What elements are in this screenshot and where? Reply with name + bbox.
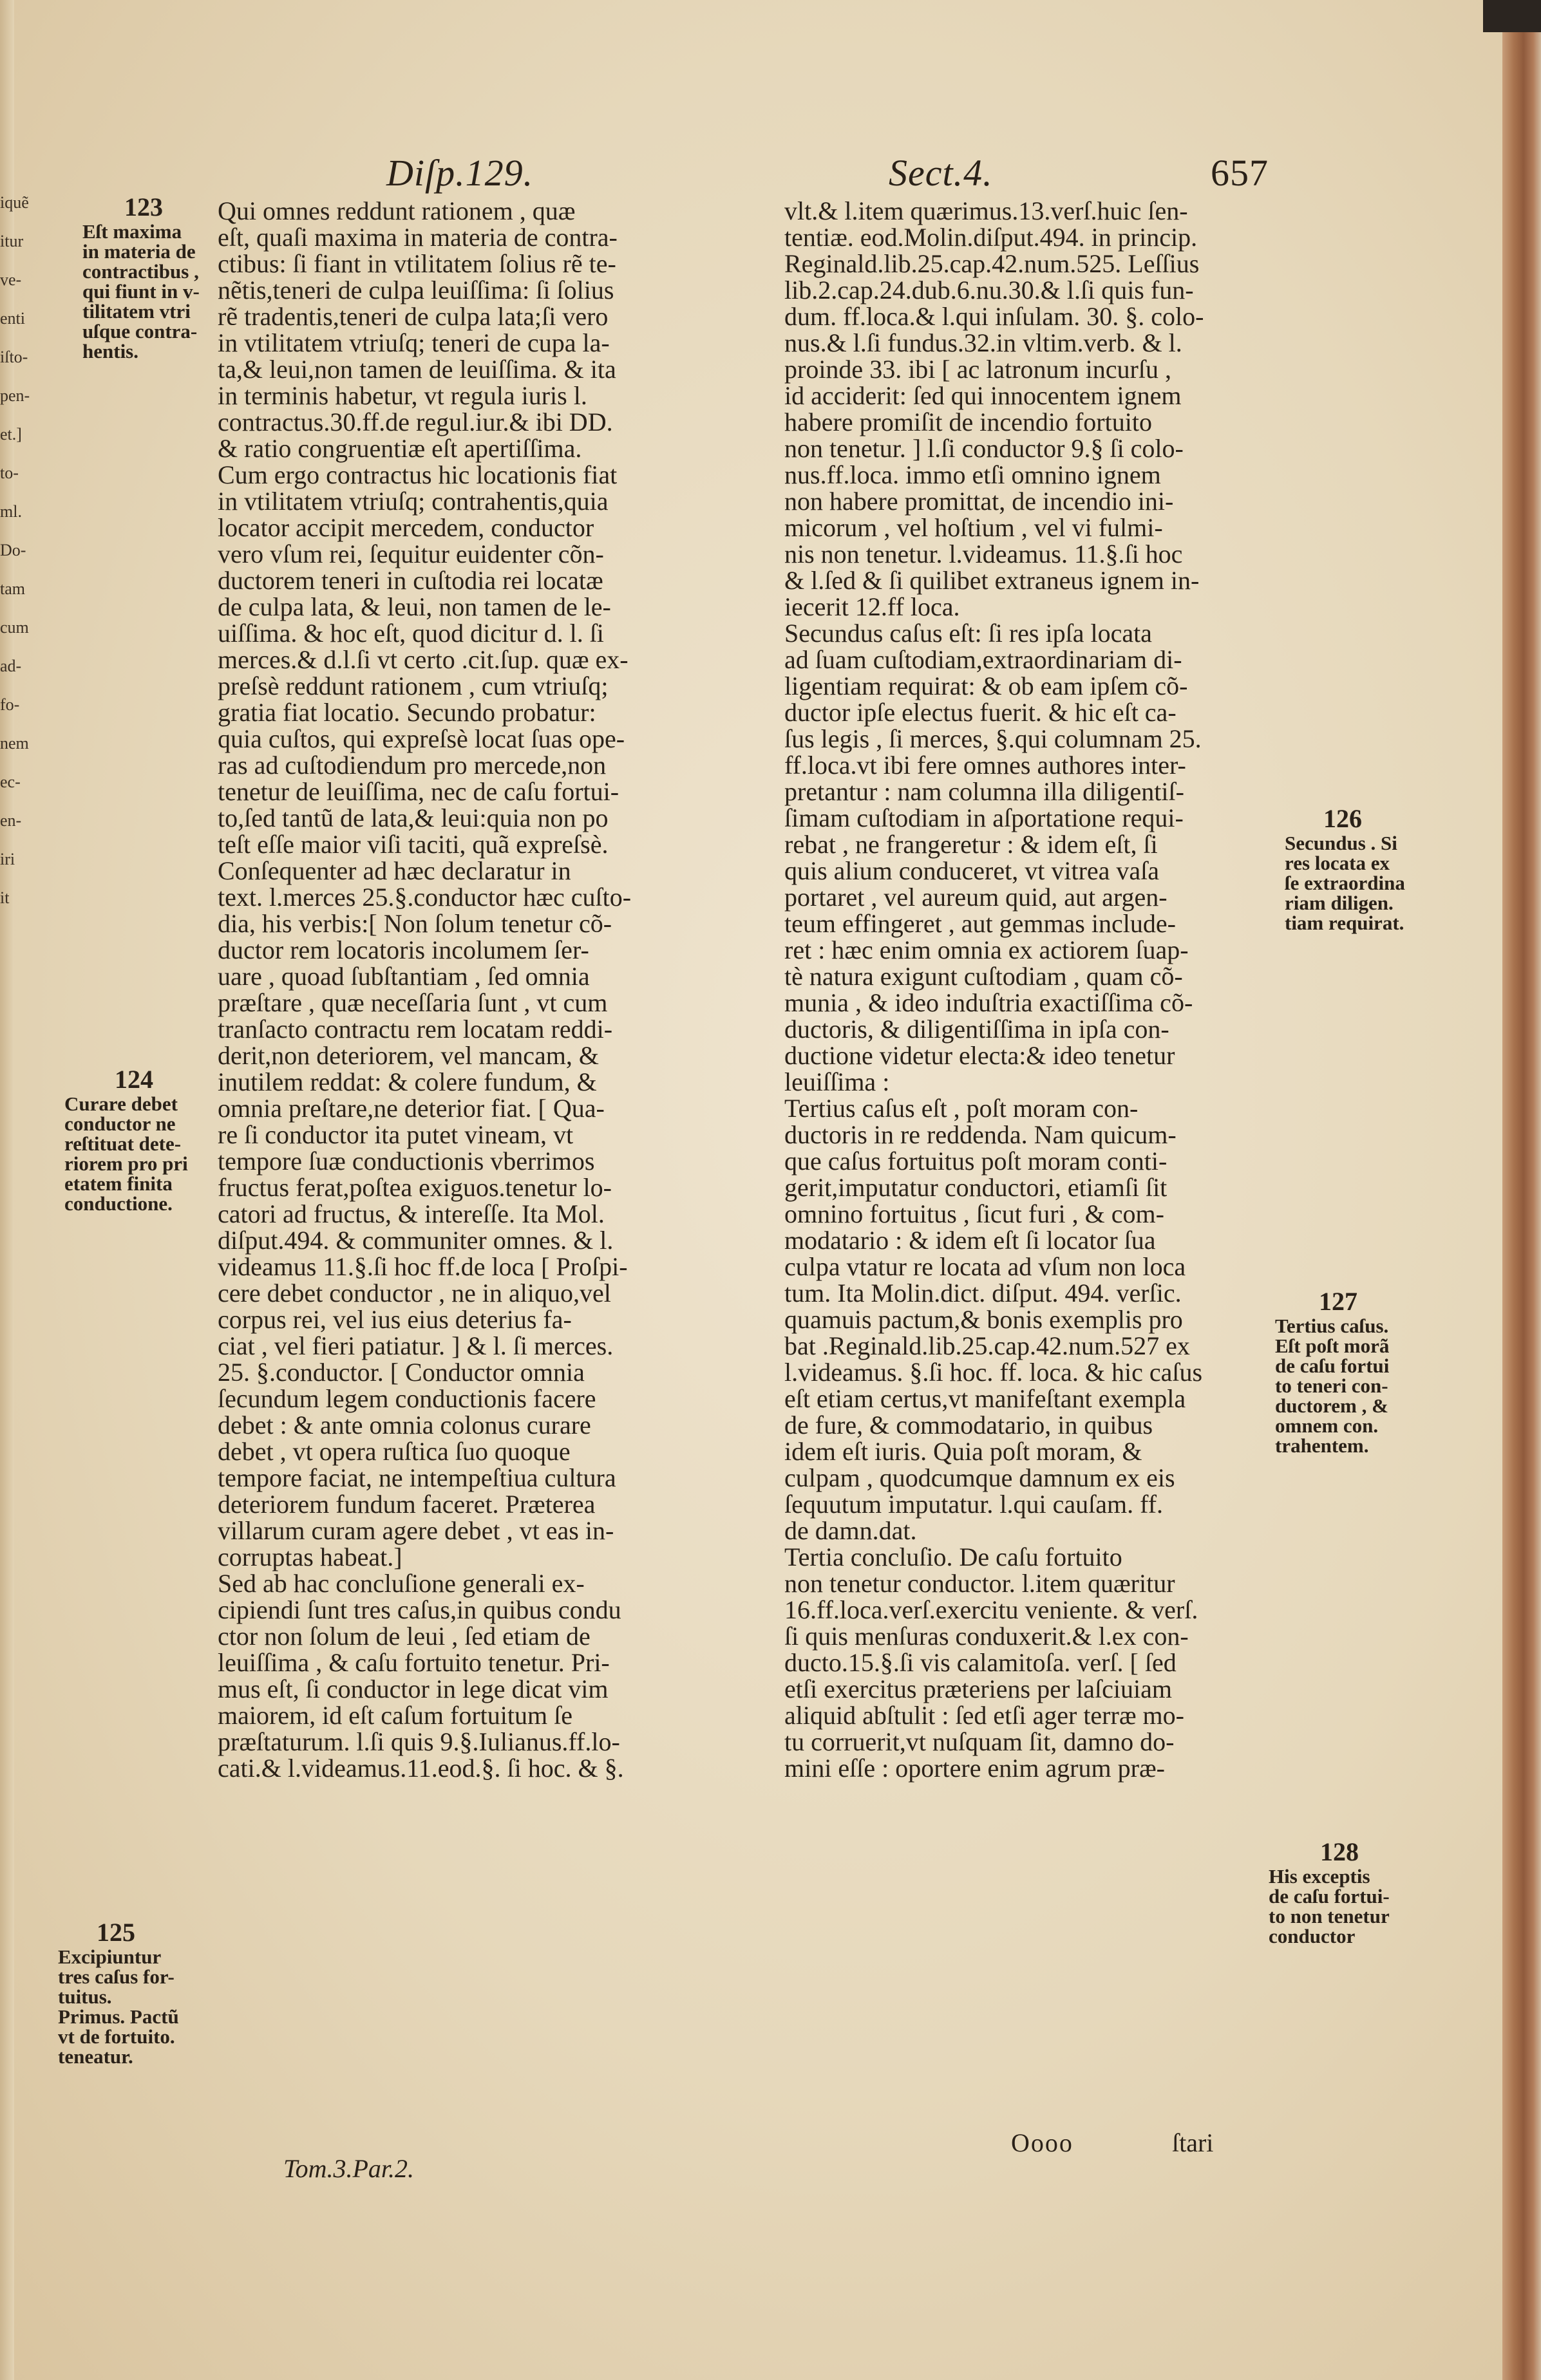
margin-note-line: Curare debet xyxy=(64,1092,178,1115)
text-line: lib.2.cap.24.dub.6.nu.30.& l.ſi quis fun- xyxy=(784,276,1194,305)
text-line: vero vſum rei, ſequitur euidenter cõn- xyxy=(218,539,604,568)
text-line: micorum , vel hoſtium , vel vi fulmi- xyxy=(784,513,1163,542)
text-line: cere debet conductor , ne in aliquo,vel xyxy=(218,1279,611,1307)
text-line: ductor ipſe electus fuerit. & hic eſt ca- xyxy=(784,698,1177,727)
text-line: ta,& leui,non tamen de leuiſſima. & ita xyxy=(218,355,616,384)
text-line: nẽtis,teneri de culpa leuiſſima: ſi ſolius xyxy=(218,276,614,305)
text-line: etſi exercitus præteriens per laſciuiam xyxy=(784,1674,1172,1703)
margin-note-number: 127 xyxy=(1319,1287,1357,1316)
text-line: 25. §.conductor. [ Conductor omnia xyxy=(218,1358,585,1387)
margin-note-line: conductor xyxy=(1269,1925,1356,1947)
text-line: ad ſuam cuſtodiam,extraordinariam di- xyxy=(784,645,1182,674)
previous-page-fragment: enti xyxy=(0,309,25,328)
margin-note-line: riam diligen. xyxy=(1285,892,1394,914)
margin-note-line: reſtituat dete- xyxy=(64,1132,182,1155)
text-line: ſi quis menſuras conduxerit.& l.ex con- xyxy=(784,1622,1189,1651)
text-line: tranſacto contractu rem locatam reddi- xyxy=(218,1015,613,1044)
text-line: ductione videtur electa:& ideo tenetur xyxy=(784,1041,1175,1070)
text-line: debet , vt opera ruſtica ſuo quoque xyxy=(218,1437,571,1466)
text-line: corpus rei, vel ius eius deterius fa- xyxy=(218,1305,572,1334)
margin-note-line: to non tenetur xyxy=(1269,1905,1390,1927)
text-line: debet : & ante omnia colonus curare xyxy=(218,1410,591,1439)
margin-note-line: His exceptis xyxy=(1269,1865,1370,1888)
margin-note-line: etatem finita xyxy=(64,1172,173,1195)
text-line: Cum ergo contractus hic locationis fiat xyxy=(218,460,618,489)
text-line: tè natura exigunt cuſtodiam , quam cõ- xyxy=(784,962,1183,991)
text-line: mini eſſe : oportere enim agrum præ- xyxy=(784,1754,1165,1783)
text-line: ductoris in re reddenda. Nam quicum- xyxy=(784,1120,1177,1149)
text-line: gratia fiat locatio. Secundo probatur: xyxy=(218,698,596,727)
margin-note-line: conductione. xyxy=(64,1192,173,1215)
margin-note-line: tiam requirat. xyxy=(1285,912,1404,934)
text-line: in vtilitatem vtriuſq; teneri de cupa la- xyxy=(218,328,610,357)
text-line: mus eſt, ſi conductor in lege dicat vim xyxy=(218,1674,609,1703)
text-line: maiorem, id eſt caſum fortuitum ſe xyxy=(218,1701,572,1730)
text-line: gerit,imputatur conductori, etiamſi ſit xyxy=(784,1173,1168,1202)
previous-page-fragment: cum xyxy=(0,618,29,637)
text-line: de fure, & commodatario, in quibus xyxy=(784,1410,1153,1439)
margin-note-124 xyxy=(64,1065,188,1213)
text-line: Conſequenter ad hæc declaratur in xyxy=(218,856,571,885)
margin-note-126 xyxy=(1285,805,1405,933)
margin-note-line: ductorem , & xyxy=(1275,1394,1388,1417)
text-line: non tenetur. ] l.ſi conductor 9.§ ſi colo- xyxy=(784,434,1184,463)
signature-mark: Oooo xyxy=(1011,2128,1073,2157)
text-line: & l.ſed & ſi quilibet extraneus ignem in- xyxy=(784,566,1200,595)
margin-note-number: 128 xyxy=(1320,1837,1359,1866)
previous-page-fragment: en- xyxy=(0,811,22,830)
margin-note-line: vt de fortuito. xyxy=(58,2025,175,2048)
text-line: quia cuſtos, qui expreſsè locat ſuas ope- xyxy=(218,724,625,753)
text-line: leuiſſima : xyxy=(784,1067,890,1096)
text-line: cati.& l.videamus.11.eod.§. ſi hoc. & §. xyxy=(218,1754,624,1783)
text-line: Sed ab hac concluſione generali ex- xyxy=(218,1569,585,1598)
text-line: bat .Reginald.lib.25.cap.42.num.527 ex xyxy=(784,1331,1190,1360)
text-line: uare , quoad ſubſtantiam , ſed omnia xyxy=(218,962,590,991)
margin-note-line: Tertius caſus. xyxy=(1275,1315,1389,1337)
text-line: tempore faciat, ne intempeſtiua cultura xyxy=(218,1463,616,1492)
margin-note-line: Eſt maxima xyxy=(82,220,182,243)
previous-page-fragment: iri xyxy=(0,850,15,868)
previous-page-fragment: et.] xyxy=(0,425,22,444)
text-line: non habere promittat, de incendio ini- xyxy=(784,487,1174,516)
text-line: rẽ tradentis,teneri de culpa lata;ſi vero xyxy=(218,302,609,331)
previous-page-fragment: Do- xyxy=(0,541,26,559)
margin-note-line: de caſu fortui xyxy=(1275,1354,1390,1377)
text-line: id acciderit: ſed qui innocentem ignem xyxy=(784,381,1182,410)
text-line: culpam , quodcumque damnum ex eis xyxy=(784,1463,1175,1492)
previous-page-fragment: fo- xyxy=(0,695,20,714)
text-line: non tenetur conductor. l.item quæritur xyxy=(784,1569,1175,1598)
text-line: tentiæ. eod.Molin.diſput.494. in princip. xyxy=(784,223,1198,252)
margin-note-number: 123 xyxy=(124,192,163,221)
background-corner xyxy=(1483,0,1541,32)
margin-note-line: Eſt poſt morã xyxy=(1275,1335,1390,1357)
text-line: preſsè reddunt rationem , cum vtriuſq; xyxy=(218,671,609,700)
margin-note-line: in materia de xyxy=(82,240,196,263)
text-line: derit,non deteriorem, vel mancam, & xyxy=(218,1041,600,1070)
text-line: præſtare , quæ neceſſaria ſunt , vt cum xyxy=(218,988,608,1017)
text-line: quis alium conduceret, vt vitrea vaſa xyxy=(784,856,1160,885)
margin-note-line: ſe extraordina xyxy=(1285,872,1405,894)
text-line: tenetur de leuiſſima, nec de caſu fortui- xyxy=(218,777,619,806)
margin-note-line: Primus. Pactũ xyxy=(58,2005,179,2028)
margin-note-number: 125 xyxy=(97,1918,135,1947)
margin-note-line: Excipiuntur xyxy=(58,1945,162,1968)
margin-note-line: conductor ne xyxy=(64,1112,176,1135)
text-line: ſecundum legem conductionis facere xyxy=(218,1384,596,1413)
text-line: text. l.merces 25.§.conductor hæc cuſto- xyxy=(218,883,632,912)
text-line: to,ſed tantũ de lata,& leui:quia non po xyxy=(218,803,609,832)
text-line: uiſſima. & hoc eſt, quod dicitur d. l. ſi xyxy=(218,619,604,648)
text-line: proinde 33. ibi [ ac latronum incurſu , xyxy=(784,355,1171,384)
text-line: Tertia concluſio. De caſu fortuito xyxy=(784,1542,1122,1571)
text-line: ff.loca.vt ibi fere omnes authores inter- xyxy=(784,751,1186,780)
text-line: modatario : & idem eſt ſi locator ſua xyxy=(784,1226,1156,1255)
running-head-disputation: Diſp.129. xyxy=(386,152,534,194)
text-line: contractus.30.ff.de regul.iur.& ibi DD. xyxy=(218,408,613,436)
text-line: quamuis pactum,& bonis exemplis pro xyxy=(784,1305,1183,1334)
text-line: omnino fortuitus , ſicut furi , & com- xyxy=(784,1199,1164,1228)
text-line: tu corruerit,vt nuſquam ſit, damno do- xyxy=(784,1727,1175,1756)
page-number: 657 xyxy=(1211,152,1269,194)
text-line: omnia preſtare,ne deterior fiat. [ Qua- xyxy=(218,1094,605,1123)
text-line: ctor non ſolum de leui , ſed etiam de xyxy=(218,1622,591,1651)
text-line: teum effingeret , aut gemmas include- xyxy=(784,909,1176,938)
text-line: ras ad cuſtodiendum pro mercede,non xyxy=(218,751,607,780)
text-line: deteriorem fundum faceret. Præterea xyxy=(218,1490,596,1519)
text-line: ſequutum imputatur. l.qui cauſam. ff. xyxy=(784,1490,1164,1519)
previous-page-fragment: ml. xyxy=(0,502,22,521)
text-line: idem eſt iuris. Quia poſt moram, & xyxy=(784,1437,1142,1466)
text-line: inutilem reddat: & colere fundum, & xyxy=(218,1067,597,1096)
text-line: & ratio congruentiæ eſt apertiſſima. xyxy=(218,434,582,463)
text-line: Reginald.lib.25.cap.42.num.525. Leſſius xyxy=(784,249,1200,278)
text-line: que caſus fortuitus poſt moram conti- xyxy=(784,1147,1168,1176)
text-line: habere promiſit de incendio fortuito xyxy=(784,408,1152,436)
margin-note-line: riorem pro pri xyxy=(64,1152,188,1175)
text-line: in terminis habetur, vt regula iuris l. xyxy=(218,381,587,410)
text-line: re ſi conductor ita putet vineam, vt xyxy=(218,1120,574,1149)
catchword: ſtari xyxy=(1172,2128,1214,2157)
text-line: ductor rem locatoris incolumem ſer- xyxy=(218,935,589,964)
running-head-section: Sect.4. xyxy=(889,152,993,194)
previous-page-edge xyxy=(0,0,30,2380)
text-line: tempore ſuæ conductionis vberrimos xyxy=(218,1147,595,1176)
previous-page-fragment: tam xyxy=(0,579,25,598)
text-line: leuiſſima , & caſu fortuito tenetur. Pri- xyxy=(218,1648,610,1677)
margin-note-line: tuitus. xyxy=(58,1985,112,2008)
text-line: de damn.dat. xyxy=(784,1516,917,1545)
text-line: teſt eſſe maior viſi taciti, quã expreſsè. xyxy=(218,830,609,859)
text-line: diſput.494. & communiter omnes. & l. xyxy=(218,1226,614,1255)
text-line: ductorem teneri in cuſtodia rei locatæ xyxy=(218,566,603,595)
volume-footer: Tom.3.Par.2. xyxy=(283,2154,415,2183)
text-line: villarum curam agere debet , vt eas in- xyxy=(218,1516,614,1545)
margin-note-125 xyxy=(58,1918,179,2066)
text-line: ducto.15.§.ſi vis calamitoſa. verſ. [ ſed xyxy=(784,1648,1177,1677)
previous-page-fragment: pen- xyxy=(0,386,30,405)
text-line: Tertius caſus eſt , poſt moram con- xyxy=(784,1094,1139,1123)
text-line: ret : hæc enim omnia ex actiorem ſuap- xyxy=(784,935,1189,964)
previous-page-fragment: ad- xyxy=(0,657,22,675)
margin-note-line: de caſu fortui- xyxy=(1269,1885,1390,1907)
margin-note-128 xyxy=(1269,1838,1390,1946)
margin-note-line: tres caſus for- xyxy=(58,1965,175,1988)
text-line: de culpa lata, & leui, non tamen de le- xyxy=(218,592,611,621)
previous-page-fragment: ec- xyxy=(0,773,21,791)
text-line: tum. Ita Molin.dict. diſput. 494. verſic. xyxy=(784,1279,1182,1307)
margin-note-line: trahentem. xyxy=(1275,1434,1369,1457)
text-line: nus.& l.ſi fundus.32.in vltim.verb. & l. xyxy=(784,328,1182,357)
text-line: dia, his verbis:[ Non ſolum tenetur cõ- xyxy=(218,909,612,938)
text-line: culpa vtatur re locata ad vſum non loca xyxy=(784,1252,1186,1281)
margin-note-line: Secundus . Si xyxy=(1285,832,1397,854)
previous-page-fragment: it xyxy=(0,888,10,907)
margin-note-number: 124 xyxy=(115,1065,153,1094)
text-column-right xyxy=(784,198,1274,1781)
text-line: merces.& d.l.ſi vt certo .cit.ſup. quæ ex- xyxy=(218,645,629,674)
text-line: rebat , ne frangeretur : & idem eſt, ſi xyxy=(784,830,1158,859)
text-line: nis non tenetur. l.videamus. 11.§.ſi hoc xyxy=(784,539,1183,568)
margin-note-line: qui fiunt in v- xyxy=(82,280,200,303)
text-line: l.videamus. §.ſi hoc. ff. loca. & hic caſus xyxy=(784,1358,1203,1387)
text-line: in vtilitatem vtriuſq; contrahentis,quia xyxy=(218,487,609,516)
text-line: catori ad fructus, & intereſſe. Ita Mol. xyxy=(218,1199,605,1228)
margin-note-line: uſque contra- xyxy=(82,320,198,342)
margin-note-line: omnem con. xyxy=(1275,1414,1379,1437)
text-line: præſtaturum. l.ſi quis 9.§.Iulianus.ff.lo- xyxy=(218,1727,620,1756)
previous-page-fragment: itur xyxy=(0,232,24,250)
text-line: munia , & ideo induſtria exactiſſima cõ- xyxy=(784,988,1193,1017)
margin-note-line: contractibus , xyxy=(82,260,199,283)
text-column-left xyxy=(218,198,759,1781)
margin-note-line: teneatur. xyxy=(58,2045,133,2068)
margin-note-number: 126 xyxy=(1323,804,1362,833)
margin-note-line: hentis. xyxy=(82,340,138,362)
text-line: ſus legis , ſi merces, §.qui columnam 25. xyxy=(784,724,1202,753)
text-line: nus.ff.loca. immo etſi omnino ignem xyxy=(784,460,1161,489)
text-line: dum. ff.loca.& l.qui inſulam. 30. §. colo- xyxy=(784,302,1204,331)
margin-note-line: to teneri con- xyxy=(1275,1374,1388,1397)
text-line: vlt.& l.item quærimus.13.verſ.huic ſen- xyxy=(784,196,1188,225)
margin-note-line: res locata ex xyxy=(1285,852,1390,874)
text-line: eſt etiam certus,vt manifeſtant exempla xyxy=(784,1384,1186,1413)
text-line: eſt, quaſi maxima in materia de contra- xyxy=(218,223,618,252)
previous-page-fragment: ve- xyxy=(0,270,22,289)
text-line: 16.ff.loca.verſ.exercitu veniente. & verſ. xyxy=(784,1595,1198,1624)
text-line: locator accipit mercedem, conductor xyxy=(218,513,594,542)
previous-page-fragment: nem xyxy=(0,734,29,753)
text-line: Secundus caſus eſt: ſi res ipſa locata xyxy=(784,619,1152,648)
text-line: pretantur : nam columna illa diligentiſ- xyxy=(784,777,1184,806)
text-line: portaret , vel aureum quid, aut argen- xyxy=(784,883,1168,912)
text-line: cipiendi ſunt tres caſus,in quibus condu xyxy=(218,1595,621,1624)
previous-page-fragment: iquẽ xyxy=(0,193,29,212)
text-line: aliquid abſtulit : ſed etſi ager terræ mo- xyxy=(784,1701,1184,1730)
previous-page-fragment: to- xyxy=(0,464,19,482)
text-line: videamus 11.§.ſi hoc ff.de loca [ Proſpi- xyxy=(218,1252,628,1281)
text-line: fructus ferat,poſtea exiguos.tenetur lo- xyxy=(218,1173,612,1202)
text-line: corruptas habeat.] xyxy=(218,1542,402,1571)
page-stack-edge xyxy=(1502,0,1541,2380)
text-line: iecerit 12.ff loca. xyxy=(784,592,960,621)
text-line: ligentiam requirat: & ob eam ipſem cõ- xyxy=(784,671,1188,700)
text-line: ſimam cuſtodiam in aſportatione requi- xyxy=(784,803,1184,832)
text-line: Qui omnes reddunt rationem , quæ xyxy=(218,196,576,225)
text-line: ductoris, & diligentiſſima in ipſa con- xyxy=(784,1015,1169,1044)
text-line: ctibus: ſi fiant in vtilitatem ſolius rẽ te- xyxy=(218,249,616,278)
margin-note-127 xyxy=(1275,1288,1389,1456)
previous-page-fragment: iſto- xyxy=(0,348,28,366)
margin-note-123 xyxy=(82,193,200,361)
margin-note-line: tilitatem vtri xyxy=(82,300,191,323)
text-line: ciat , vel fieri patiatur. ] & l. ſi merces. xyxy=(218,1331,614,1360)
